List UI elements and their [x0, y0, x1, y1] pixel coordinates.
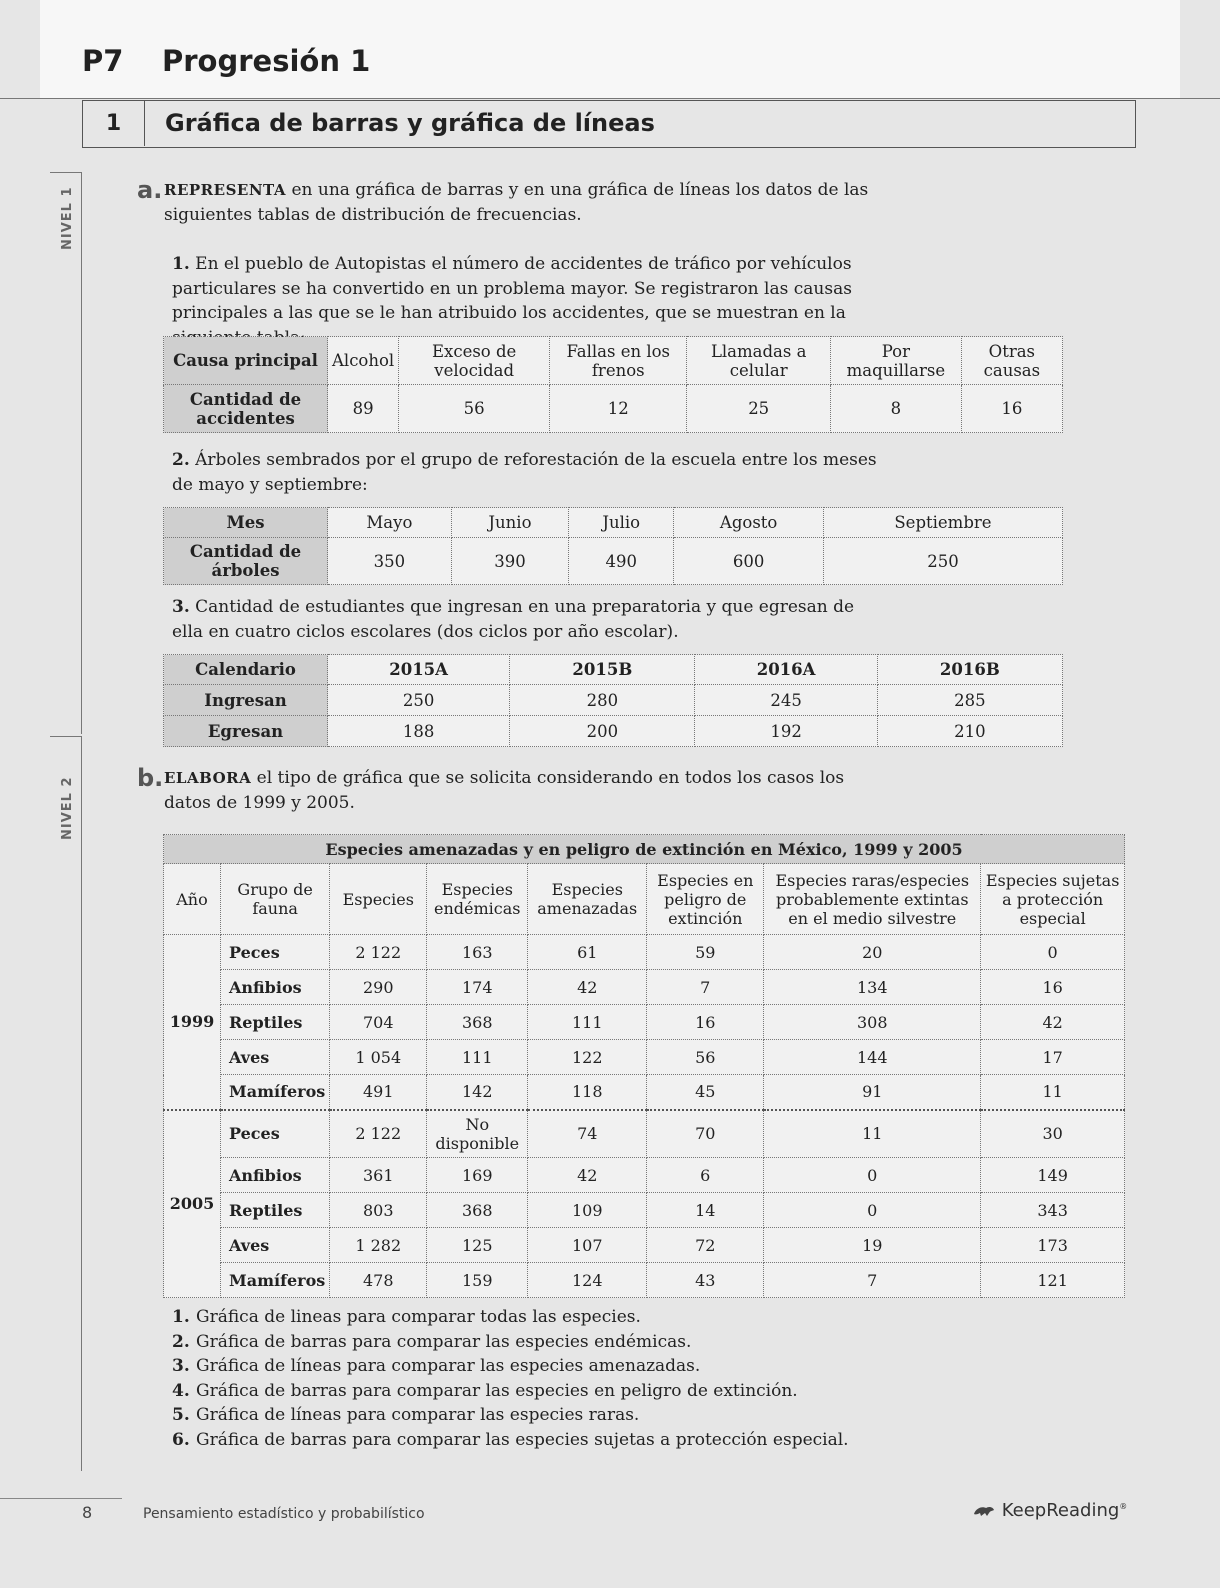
table-cell: 390: [451, 538, 568, 585]
part-a-letter: a.: [137, 176, 163, 204]
table-cell: 290: [330, 970, 427, 1005]
students-table: [163, 654, 1063, 747]
table-cell: 173: [981, 1228, 1125, 1263]
table-cell: 2016B: [877, 655, 1062, 685]
table-cell: 2015A: [328, 655, 510, 685]
part-b-text: el tipo de gráfica que se solicita considerando en todos los casos los datos de 1999 y 2005.: [164, 768, 845, 813]
part-a-keyword: REPRESENTA: [164, 181, 287, 199]
table-cell: 121: [981, 1263, 1125, 1298]
table-cell: 118: [528, 1075, 647, 1110]
item-2: [172, 448, 884, 497]
table-cell: 368: [427, 1193, 528, 1228]
footer-divider: [0, 1498, 122, 1499]
list-item: [172, 1305, 849, 1330]
list-item-text: Gráfica de barras para comparar las especies sujetas a protección especial.: [196, 1429, 849, 1450]
table-cell: Septiembre: [823, 508, 1062, 538]
table-cell: 111: [528, 1005, 647, 1040]
table-cell: 14: [647, 1193, 764, 1228]
table-cell: 2016A: [695, 655, 877, 685]
list-item: [172, 1403, 849, 1428]
table-cell: 19: [764, 1228, 981, 1263]
table-cell: 343: [981, 1193, 1125, 1228]
table-cell: Junio: [451, 508, 568, 538]
table-cell: 200: [510, 716, 695, 747]
table-cell: 8: [831, 385, 962, 433]
table-header: Causa principal: [164, 337, 328, 385]
fauna-cell: Reptiles: [221, 1193, 330, 1228]
list-item-number: 5.: [172, 1405, 190, 1425]
list-item: [172, 1379, 849, 1404]
table-cell: Por maquillarse: [831, 337, 962, 385]
nivel-2-label: NIVEL 2: [60, 776, 75, 840]
table-cell: 107: [528, 1228, 647, 1263]
item-2-text: Árboles sembrados por el grupo de reforestación de la escuela entre los meses de mayo y septiembre:: [172, 450, 877, 495]
table-cell: 25: [687, 385, 831, 433]
table-cell: 43: [647, 1263, 764, 1298]
table-cell: 600: [674, 538, 824, 585]
table-cell: Julio: [569, 508, 674, 538]
table-cell: 490: [569, 538, 674, 585]
table-cell: 42: [528, 970, 647, 1005]
table-cell: 280: [510, 685, 695, 716]
footer-title: Pensamiento estadístico y probabilístico: [143, 1506, 425, 1522]
table-cell: 89: [328, 385, 399, 433]
table-cell: Otras causas: [961, 337, 1062, 385]
list-item-number: 3.: [172, 1356, 190, 1376]
table-cell: 1 282: [330, 1228, 427, 1263]
brand-name: KeepReading: [1001, 1500, 1120, 1521]
year-cell: 1999: [164, 935, 221, 1110]
table-cell: 210: [877, 716, 1062, 747]
list-item-text: Gráfica de líneas para comparar las especies raras.: [196, 1405, 640, 1425]
section-header: [82, 100, 1136, 148]
nivel-2-bracket: [50, 736, 82, 1471]
item-2-number: 2.: [172, 450, 190, 470]
table-header: Ingresan: [164, 685, 328, 716]
table-cell: 61: [528, 935, 647, 970]
item-3: [172, 595, 884, 644]
section-title: Gráfica de barras y gráfica de líneas: [165, 109, 655, 137]
table-cell: Alcohol: [328, 337, 399, 385]
table-cell: 192: [695, 716, 877, 747]
table-cell: 2 122: [330, 1110, 427, 1158]
accidents-table: [163, 336, 1063, 433]
table-cell: 361: [330, 1158, 427, 1193]
table-cell: 111: [427, 1040, 528, 1075]
table-cell: 20: [764, 935, 981, 970]
column-header: Grupo de fauna: [221, 864, 330, 935]
table-cell: 245: [695, 685, 877, 716]
year-cell: 2005: [164, 1110, 221, 1298]
table-cell: 122: [528, 1040, 647, 1075]
table-cell: 59: [647, 935, 764, 970]
table-cell: Llamadas a celular: [687, 337, 831, 385]
nivel-1-label: NIVEL 1: [60, 186, 75, 250]
table-cell: 124: [528, 1263, 647, 1298]
table-cell: 250: [823, 538, 1062, 585]
table-cell: 285: [877, 685, 1062, 716]
table-cell: 169: [427, 1158, 528, 1193]
table-cell: 174: [427, 970, 528, 1005]
table-header: Cantidad de accidentes: [164, 385, 328, 433]
unit-code: P7: [82, 44, 124, 78]
table-cell: 7: [764, 1263, 981, 1298]
item-3-text: Cantidad de estudiantes que ingresan en una preparatoria y que egresan de ella en cuatro ciclos escolares (dos ciclos por año escolar).: [172, 597, 855, 642]
list-item: [172, 1330, 849, 1355]
column-header: Especies en peligro de extinción: [647, 864, 764, 935]
fauna-cell: Peces: [221, 1110, 330, 1158]
table-cell: 803: [330, 1193, 427, 1228]
table-cell: 163: [427, 935, 528, 970]
table-cell: Agosto: [674, 508, 824, 538]
table-cell: 16: [961, 385, 1062, 433]
list-item-number: 6.: [172, 1429, 190, 1450]
column-header: Especies amenazadas: [528, 864, 647, 935]
table-cell: 16: [647, 1005, 764, 1040]
table-cell: 250: [328, 685, 510, 716]
part-a-text: en una gráfica de barras y en una gráfica de líneas los datos de las siguientes tablas de distribución de frecuencias.: [164, 180, 869, 225]
table-cell: 72: [647, 1228, 764, 1263]
table-cell: 70: [647, 1110, 764, 1158]
table-cell: Fallas en los frenos: [550, 337, 687, 385]
part-a-instruction: [164, 178, 884, 227]
table-cell: Mayo: [328, 508, 452, 538]
fauna-cell: Anfibios: [221, 1158, 330, 1193]
table-cell: 2 122: [330, 935, 427, 970]
table-cell: 42: [528, 1158, 647, 1193]
table-header: Cantidad de árboles: [164, 538, 328, 585]
table-cell: 56: [399, 385, 550, 433]
item-1-text: En el pueblo de Autopistas el número de accidentes de tráfico por vehículos particulares se ha convertido en un problema mayor. Se registraron las causas principales a las que se le han atribuido los accidentes, que se muestran en la: [172, 254, 852, 323]
fauna-cell: Mamíferos: [221, 1263, 330, 1298]
column-header: Especies raras/especies probablemente extintas en el medio silvestre: [764, 864, 981, 935]
table-header: Calendario: [164, 655, 328, 685]
table-cell: 188: [328, 716, 510, 747]
trees-table: [163, 507, 1063, 585]
section-number: 1: [83, 101, 145, 146]
table-cell: 125: [427, 1228, 528, 1263]
table-cell: 0: [764, 1193, 981, 1228]
table-cell: 350: [328, 538, 452, 585]
table-cell: 144: [764, 1040, 981, 1075]
table-cell: 2015B: [510, 655, 695, 685]
table-cell: 16: [981, 970, 1125, 1005]
table-cell: 0: [981, 935, 1125, 970]
table-header: Mes: [164, 508, 328, 538]
fauna-cell: Aves: [221, 1040, 330, 1075]
page-number: 8: [82, 1503, 93, 1522]
table-cell: 6: [647, 1158, 764, 1193]
list-item: [172, 1428, 849, 1453]
table-cell: 11: [764, 1110, 981, 1158]
list-item-text: Gráfica de barras para comparar las especies en peligro de extinción.: [196, 1380, 798, 1401]
list-item-number: 1.: [172, 1307, 190, 1327]
table-cell: 109: [528, 1193, 647, 1228]
column-header: Año: [164, 864, 221, 935]
table-cell: Exceso de velocidad: [399, 337, 550, 385]
table-cell: 42: [981, 1005, 1125, 1040]
item-3-number: 3.: [172, 597, 190, 617]
fauna-cell: Reptiles: [221, 1005, 330, 1040]
table-cell: 0: [764, 1158, 981, 1193]
list-item-text: Gráfica de barras para comparar las especies endémicas.: [196, 1331, 692, 1352]
table-cell: 134: [764, 970, 981, 1005]
header-divider: [0, 98, 1220, 99]
table-cell: 142: [427, 1075, 528, 1110]
column-header: Especies sujetas a protección especial: [981, 864, 1125, 935]
lion-icon: [972, 1504, 996, 1518]
part-b-list: [172, 1305, 849, 1452]
table-cell: 159: [427, 1263, 528, 1298]
list-item-text: Gráfica de líneas para comparar las especies amenazadas.: [196, 1356, 701, 1376]
nivel-1-bracket: [50, 172, 82, 734]
part-b-keyword: ELABORA: [164, 769, 252, 787]
table-cell: 12: [550, 385, 687, 433]
fauna-cell: Peces: [221, 935, 330, 970]
table-cell: 368: [427, 1005, 528, 1040]
species-table: [163, 834, 1125, 1298]
table-cell: 91: [764, 1075, 981, 1110]
column-header: Especies endémicas: [427, 864, 528, 935]
list-item: [172, 1354, 849, 1379]
part-b-instruction: [164, 766, 884, 815]
fauna-cell: Aves: [221, 1228, 330, 1263]
table-cell: 704: [330, 1005, 427, 1040]
item-1-number: 1.: [172, 254, 190, 274]
species-table-title: Especies amenazadas y en peligro de extinción en México, 1999 y 2005: [164, 835, 1125, 864]
column-header: Especies: [330, 864, 427, 935]
table-cell: 478: [330, 1263, 427, 1298]
brand-logo: KeepReading®: [972, 1500, 1127, 1521]
fauna-cell: Mamíferos: [221, 1075, 330, 1110]
table-header: Egresan: [164, 716, 328, 747]
table-cell: 7: [647, 970, 764, 1005]
list-item-text: Gráfica de lineas para comparar todas las especies.: [196, 1307, 641, 1327]
table-cell: 308: [764, 1005, 981, 1040]
table-cell: 45: [647, 1075, 764, 1110]
table-cell: 491: [330, 1075, 427, 1110]
table-cell: 56: [647, 1040, 764, 1075]
table-cell: 1 054: [330, 1040, 427, 1075]
part-b-letter: b.: [137, 764, 164, 792]
list-item-number: 2.: [172, 1331, 190, 1352]
table-cell: 17: [981, 1040, 1125, 1075]
table-cell: No disponible: [427, 1110, 528, 1158]
table-cell: 149: [981, 1158, 1125, 1193]
table-cell: 74: [528, 1110, 647, 1158]
table-cell: 30: [981, 1110, 1125, 1158]
unit-title: Progresión 1: [162, 44, 371, 78]
fauna-cell: Anfibios: [221, 970, 330, 1005]
table-cell: 11: [981, 1075, 1125, 1110]
list-item-number: 4.: [172, 1380, 190, 1401]
